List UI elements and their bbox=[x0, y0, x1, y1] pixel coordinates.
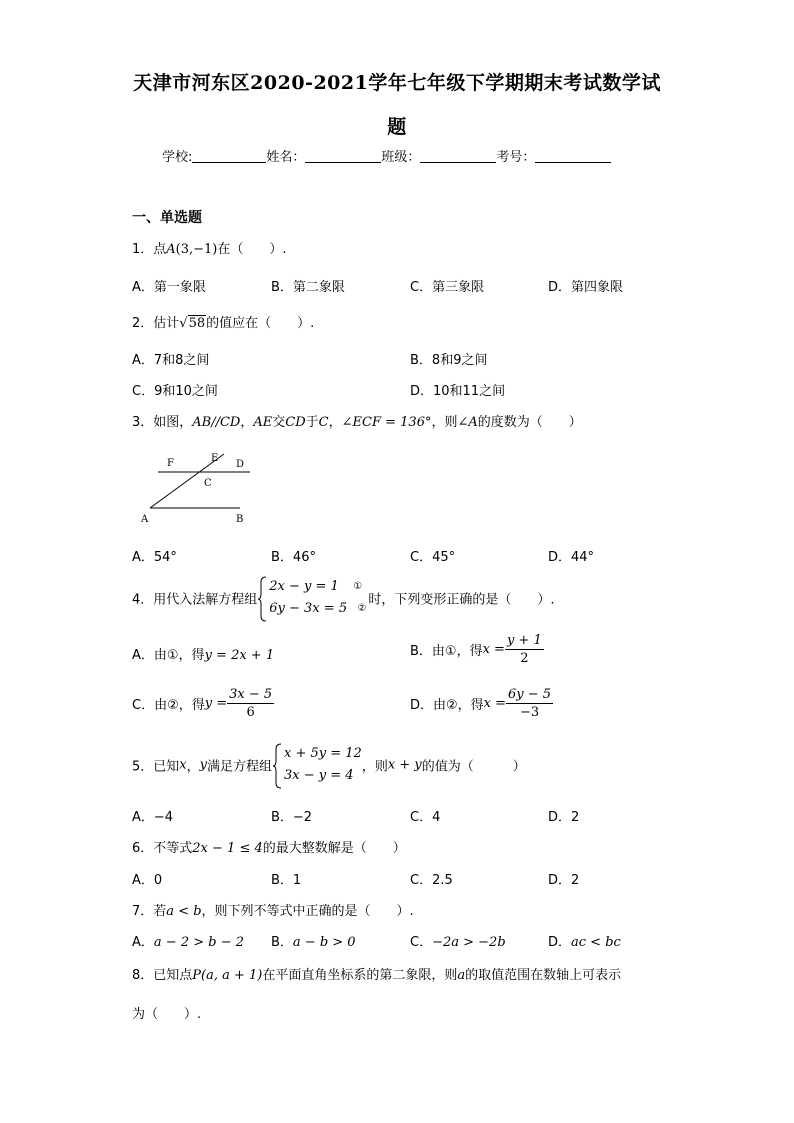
q3-mid5: ，则 bbox=[431, 415, 458, 430]
q1-point: A bbox=[166, 242, 176, 257]
q1-option-b[interactable]: B．第二象限 bbox=[271, 280, 345, 295]
q1-option-a[interactable]: A．第一象限 bbox=[132, 280, 206, 295]
q1-coords: (3,−1) bbox=[175, 242, 218, 257]
q6-option-c[interactable]: C．2.5 bbox=[410, 873, 453, 888]
q7-opt-d-expr: ac < bc bbox=[571, 935, 621, 950]
q4-opt-d-text: D．由②，得 bbox=[410, 698, 484, 713]
brace-icon bbox=[272, 743, 282, 789]
q4-opt-d-frac bbox=[506, 686, 553, 721]
q5-y: y bbox=[199, 757, 207, 773]
name-blank bbox=[305, 150, 381, 163]
q3-option-d[interactable]: D．44° bbox=[548, 550, 595, 565]
q3-angle-a: ∠A bbox=[457, 415, 478, 430]
label-e: E bbox=[211, 453, 219, 464]
q7-opt-a-expr: a − 2 > b − 2 bbox=[153, 935, 244, 950]
q7-opt-d-label: D． bbox=[548, 935, 572, 950]
q4-option-d[interactable] bbox=[410, 686, 553, 721]
q7-expr: a < b bbox=[166, 904, 202, 919]
q5-eq1: x + 5y = 12 bbox=[284, 746, 362, 761]
label-c: C bbox=[204, 478, 212, 489]
q2-sqrt: √58 bbox=[179, 316, 206, 331]
label-d: D bbox=[236, 459, 245, 470]
q7-option-a[interactable] bbox=[132, 931, 244, 950]
q4-opt-b-num: y + 1 bbox=[506, 633, 542, 648]
q8-point: P(a, a + 1) bbox=[192, 968, 263, 983]
q4-opt-c-text: C．由②，得 bbox=[132, 698, 205, 713]
q2-option-a[interactable]: A．7和8之间 bbox=[132, 353, 210, 368]
q3-mid3: 于 bbox=[305, 415, 319, 430]
q4-mark2: ② bbox=[357, 603, 367, 614]
q7-option-d[interactable] bbox=[548, 931, 621, 950]
q5-option-c[interactable]: C．4 bbox=[410, 810, 441, 825]
q3-cd: CD bbox=[285, 415, 306, 430]
q2-option-d[interactable]: D．10和11之间 bbox=[410, 384, 506, 399]
q8-suffix: 的取值范围在数轴上可表示 bbox=[465, 968, 622, 983]
q7-opt-c-label: C． bbox=[410, 935, 433, 950]
exam-title-line2: 题 bbox=[387, 116, 407, 138]
q8-prefix: 8．已知点 bbox=[132, 968, 193, 983]
question-4 bbox=[132, 576, 555, 620]
q4-equation-system bbox=[257, 576, 368, 620]
q7-opt-b-expr: a − b > 0 bbox=[292, 935, 356, 950]
question-6 bbox=[132, 837, 406, 856]
q3-option-a[interactable]: A．54° bbox=[132, 550, 177, 565]
q2-radicand: 58 bbox=[188, 316, 206, 331]
q4-opt-b-text: B．由①，得 bbox=[410, 644, 483, 659]
q3-option-b[interactable]: B．46° bbox=[271, 550, 316, 565]
q4-opt-b-frac bbox=[505, 632, 544, 667]
q5-equation-system bbox=[272, 743, 362, 787]
q3-suffix: 的度数为（ ） bbox=[477, 415, 582, 430]
question-7 bbox=[132, 900, 414, 919]
q7-opt-b-label: B． bbox=[271, 935, 293, 950]
label-a: A bbox=[141, 514, 149, 525]
q7-suffix: ，则下列不等式中正确的是（ ）. bbox=[201, 904, 414, 919]
q4-opt-c-den: 6 bbox=[246, 705, 255, 720]
q3-c: C bbox=[318, 415, 329, 430]
q5-option-b[interactable]: B．−2 bbox=[271, 810, 313, 825]
q6-expr: 2x − 1 ≤ 4 bbox=[192, 841, 263, 856]
q8-mid: 在平面直角坐标系的第二象限，则 bbox=[262, 968, 458, 983]
q6-option-b[interactable]: B．1 bbox=[271, 873, 302, 888]
q8-a: a bbox=[457, 968, 466, 983]
q2-option-b[interactable]: B．8和9之间 bbox=[410, 353, 488, 368]
q3-parallel: AB//CD bbox=[192, 415, 241, 430]
q2-suffix: 的值应在（ ）. bbox=[206, 316, 315, 331]
q7-opt-c-expr: −2a > −2b bbox=[432, 935, 506, 950]
q5-mid2: ，则 bbox=[361, 759, 388, 775]
question-8-line2: 为（ ）. bbox=[132, 1007, 202, 1022]
q3-angle: ∠ECF = 136° bbox=[341, 415, 432, 430]
q5-suffix: 的值为（ ） bbox=[421, 759, 526, 775]
q3-figure bbox=[140, 450, 260, 528]
number-label: 考号： bbox=[496, 150, 536, 165]
name-label: 姓名： bbox=[266, 150, 306, 165]
q6-prefix: 6．不等式 bbox=[132, 841, 193, 856]
section-heading: 一、单选题 bbox=[132, 210, 202, 226]
question-5 bbox=[132, 743, 526, 787]
q1-option-c[interactable]: C．第三象限 bbox=[410, 280, 485, 295]
q3-ae: AE bbox=[253, 415, 273, 430]
question-8 bbox=[132, 964, 621, 983]
q7-option-c[interactable] bbox=[410, 931, 506, 950]
q4-opt-c-num: 3x − 5 bbox=[229, 687, 273, 702]
q4-opt-a-expr: y = 2x + 1 bbox=[204, 648, 275, 663]
q4-prefix: 4．用代入法解方程组 bbox=[132, 592, 258, 608]
q5-option-d[interactable]: D．2 bbox=[548, 810, 580, 825]
q6-suffix: 的最大整数解是（ ） bbox=[262, 841, 406, 856]
q2-prefix: 2．估计 bbox=[132, 316, 180, 331]
q5-mid: 满足方程组 bbox=[207, 759, 273, 775]
q4-opt-a-text: A．由①，得 bbox=[132, 648, 205, 663]
student-info-row bbox=[162, 146, 611, 165]
q4-opt-c-frac bbox=[227, 686, 274, 721]
label-b: B bbox=[236, 514, 244, 525]
q5-comma: ， bbox=[186, 759, 200, 775]
q7-prefix: 7．若 bbox=[132, 904, 167, 919]
q3-mid4: ， bbox=[328, 415, 342, 430]
q5-expr: x + y bbox=[387, 757, 422, 773]
q7-opt-a-label: A． bbox=[132, 935, 154, 950]
q1-suffix: 在（ ）. bbox=[217, 242, 287, 257]
label-f: F bbox=[167, 458, 174, 469]
q3-mid2: 交 bbox=[272, 415, 286, 430]
q4-opt-b-lhs: x = bbox=[482, 642, 505, 657]
q3-option-c[interactable]: C．45° bbox=[410, 550, 456, 565]
school-label: 学校: bbox=[162, 150, 193, 165]
q4-suffix: 时，下列变形正确的是（ ）. bbox=[368, 592, 555, 608]
q5-option-a[interactable]: A．−4 bbox=[132, 810, 174, 825]
q4-mark1: ① bbox=[353, 581, 363, 592]
q5-prefix: 5．已知 bbox=[132, 759, 180, 775]
q4-opt-d-num: 6y − 5 bbox=[508, 687, 552, 702]
exam-title-line1: 天津市河东区2020-2021学年七年级下学期期末考试数学试 bbox=[133, 72, 661, 94]
q4-opt-c-lhs: y = bbox=[204, 696, 228, 711]
q4-opt-d-den: −3 bbox=[519, 705, 540, 720]
q4-opt-d-lhs: x = bbox=[483, 696, 507, 711]
question-1 bbox=[132, 238, 287, 257]
question-3 bbox=[132, 411, 582, 430]
q5-eq2: 3x − y = 4 bbox=[284, 768, 354, 783]
brace-icon bbox=[257, 576, 267, 622]
q1-option-d[interactable]: D．第四象限 bbox=[548, 280, 624, 295]
q4-option-a[interactable] bbox=[132, 644, 274, 663]
number-blank bbox=[535, 150, 611, 163]
q5-x: x bbox=[179, 757, 187, 773]
q4-eq1: 2x − y = 1 bbox=[269, 579, 339, 594]
q7-option-b[interactable] bbox=[271, 931, 356, 950]
q3-mid1: ， bbox=[240, 415, 254, 430]
q4-eq2: 6y − 3x = 5 bbox=[269, 601, 348, 616]
q6-option-a[interactable]: A．0 bbox=[132, 873, 163, 888]
school-blank bbox=[192, 150, 266, 163]
q4-option-b[interactable] bbox=[410, 632, 544, 667]
q4-opt-b-den: 2 bbox=[520, 651, 529, 666]
q2-option-c[interactable]: C．9和10之间 bbox=[132, 384, 218, 399]
class-label: 班级： bbox=[381, 150, 421, 165]
class-blank bbox=[420, 150, 496, 163]
q3-prefix: 3．如图， bbox=[132, 415, 193, 430]
question-2 bbox=[132, 312, 314, 331]
q6-option-d[interactable]: D．2 bbox=[548, 873, 580, 888]
q4-option-c[interactable] bbox=[132, 686, 274, 721]
q1-prefix: 1．点 bbox=[132, 242, 167, 257]
